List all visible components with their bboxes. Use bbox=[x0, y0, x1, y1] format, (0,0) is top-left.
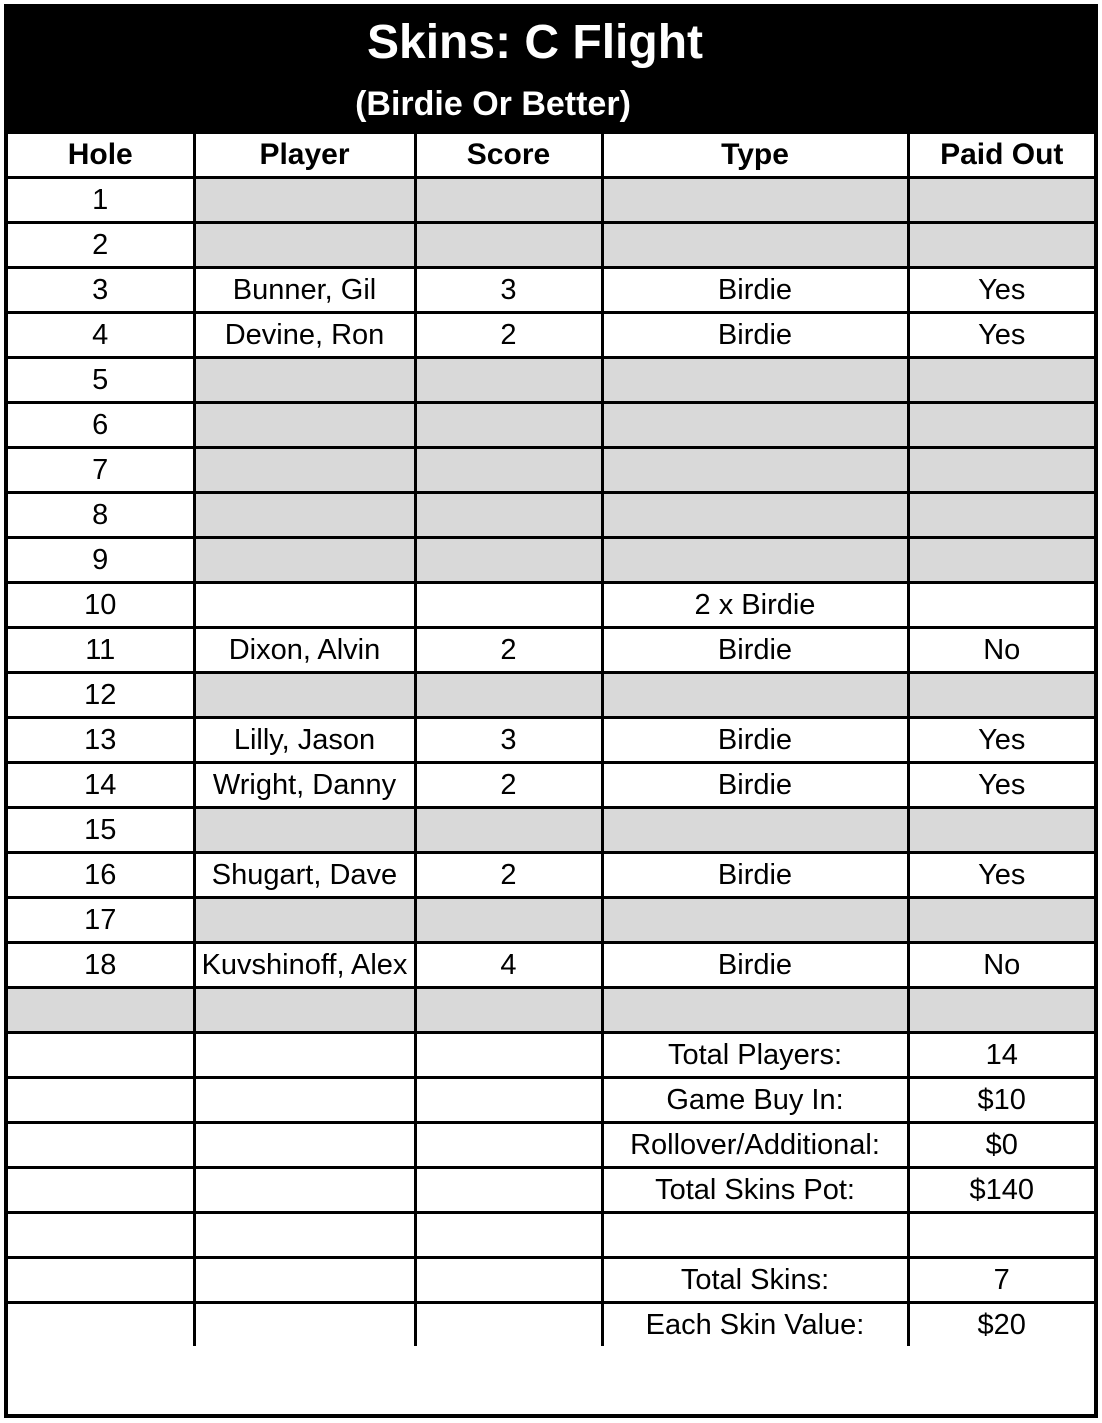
empty-cell bbox=[194, 1033, 415, 1078]
empty-cell bbox=[194, 1078, 415, 1123]
summary-row bbox=[8, 1078, 1094, 1123]
empty-cell bbox=[194, 1168, 415, 1213]
hole-number-cell: 3 bbox=[8, 268, 194, 313]
hole-number-cell: 4 bbox=[8, 313, 194, 358]
summary-value: 7 bbox=[908, 1258, 1094, 1303]
table-body bbox=[8, 178, 1094, 1347]
hole-number-cell: 8 bbox=[8, 493, 194, 538]
paid-out-cell bbox=[908, 403, 1094, 448]
hole-number-cell: 6 bbox=[8, 403, 194, 448]
header-row bbox=[8, 133, 1094, 178]
score-cell bbox=[415, 538, 602, 583]
player-cell bbox=[194, 898, 415, 943]
player-cell: Kuvshinoff, Alex bbox=[194, 943, 415, 988]
hole-number-cell: 2 bbox=[8, 223, 194, 268]
player-cell: Wright, Danny bbox=[194, 763, 415, 808]
empty-cell bbox=[415, 1078, 602, 1123]
empty-cell bbox=[194, 1213, 415, 1258]
type-cell bbox=[602, 898, 908, 943]
empty-cell bbox=[8, 1078, 194, 1123]
column-header-score: Score bbox=[415, 133, 602, 178]
type-cell bbox=[602, 493, 908, 538]
summary-value: 14 bbox=[908, 1033, 1094, 1078]
empty-cell bbox=[8, 1303, 194, 1347]
type-cell: Birdie bbox=[602, 943, 908, 988]
type-cell bbox=[602, 358, 908, 403]
spacer-cell bbox=[415, 988, 602, 1033]
summary-row bbox=[8, 1258, 1094, 1303]
hole-number-cell: 15 bbox=[8, 808, 194, 853]
summary-label: Total Skins: bbox=[602, 1258, 908, 1303]
player-cell: Shugart, Dave bbox=[194, 853, 415, 898]
score-cell: 2 bbox=[415, 853, 602, 898]
player-cell bbox=[194, 223, 415, 268]
paid-out-cell bbox=[908, 358, 1094, 403]
paid-out-cell bbox=[908, 223, 1094, 268]
summary-value bbox=[908, 1213, 1094, 1258]
table-row bbox=[8, 628, 1094, 673]
summary-value: $140 bbox=[908, 1168, 1094, 1213]
hole-number-cell: 9 bbox=[8, 538, 194, 583]
hole-number-cell: 14 bbox=[8, 763, 194, 808]
score-cell: 2 bbox=[415, 763, 602, 808]
paid-out-cell: Yes bbox=[908, 268, 1094, 313]
paid-out-cell bbox=[908, 673, 1094, 718]
empty-cell bbox=[194, 1303, 415, 1347]
hole-number-cell: 5 bbox=[8, 358, 194, 403]
paid-out-cell bbox=[908, 178, 1094, 223]
summary-row bbox=[8, 1303, 1094, 1347]
player-cell: Bunner, Gil bbox=[194, 268, 415, 313]
spacer-row bbox=[8, 988, 1094, 1033]
player-cell bbox=[194, 448, 415, 493]
empty-cell bbox=[194, 1258, 415, 1303]
summary-row bbox=[8, 1123, 1094, 1168]
paid-out-cell: Yes bbox=[908, 718, 1094, 763]
empty-cell bbox=[8, 1213, 194, 1258]
type-cell: Birdie bbox=[602, 268, 908, 313]
skins-table bbox=[8, 131, 1094, 1346]
score-cell bbox=[415, 448, 602, 493]
player-cell bbox=[194, 358, 415, 403]
score-cell: 2 bbox=[415, 628, 602, 673]
type-cell bbox=[602, 538, 908, 583]
type-cell bbox=[602, 808, 908, 853]
summary-label: Total Skins Pot: bbox=[602, 1168, 908, 1213]
table-row bbox=[8, 673, 1094, 718]
empty-cell bbox=[8, 1033, 194, 1078]
summary-value: $0 bbox=[908, 1123, 1094, 1168]
score-cell bbox=[415, 898, 602, 943]
hole-number-cell: 12 bbox=[8, 673, 194, 718]
empty-cell bbox=[8, 1258, 194, 1303]
empty-cell bbox=[415, 1303, 602, 1347]
hole-number-cell: 18 bbox=[8, 943, 194, 988]
spacer-cell bbox=[908, 988, 1094, 1033]
hole-number-cell: 11 bbox=[8, 628, 194, 673]
table-row bbox=[8, 583, 1094, 628]
paid-out-cell bbox=[908, 583, 1094, 628]
column-header-type: Type bbox=[602, 133, 908, 178]
table-row bbox=[8, 493, 1094, 538]
paid-out-cell bbox=[908, 538, 1094, 583]
summary-label: Total Players: bbox=[602, 1033, 908, 1078]
sheet-subtitle: (Birdie Or Better) bbox=[355, 85, 631, 123]
summary-value: $10 bbox=[908, 1078, 1094, 1123]
summary-value: $20 bbox=[908, 1303, 1094, 1347]
table-row bbox=[8, 403, 1094, 448]
table-row bbox=[8, 763, 1094, 808]
summary-label: Game Buy In: bbox=[602, 1078, 908, 1123]
hole-number-cell: 7 bbox=[8, 448, 194, 493]
table-row bbox=[8, 268, 1094, 313]
score-cell bbox=[415, 493, 602, 538]
score-cell: 2 bbox=[415, 313, 602, 358]
paid-out-cell bbox=[908, 493, 1094, 538]
empty-cell bbox=[8, 1123, 194, 1168]
type-cell: Birdie bbox=[602, 628, 908, 673]
spacer-cell bbox=[602, 988, 908, 1033]
type-cell: Birdie bbox=[602, 718, 908, 763]
summary-label: Each Skin Value: bbox=[602, 1303, 908, 1347]
score-cell bbox=[415, 178, 602, 223]
sheet-header bbox=[8, 8, 1094, 131]
type-cell bbox=[602, 178, 908, 223]
hole-number-cell: 1 bbox=[8, 178, 194, 223]
empty-cell bbox=[8, 1168, 194, 1213]
table-row bbox=[8, 448, 1094, 493]
column-header-hole: Hole bbox=[8, 133, 194, 178]
empty-cell bbox=[415, 1168, 602, 1213]
spacer-cell bbox=[8, 988, 194, 1033]
empty-cell bbox=[415, 1123, 602, 1168]
table-row bbox=[8, 358, 1094, 403]
type-cell: Birdie bbox=[602, 313, 908, 358]
score-cell bbox=[415, 673, 602, 718]
player-cell bbox=[194, 493, 415, 538]
type-cell: Birdie bbox=[602, 763, 908, 808]
summary-label: Rollover/Additional: bbox=[602, 1123, 908, 1168]
player-cell bbox=[194, 178, 415, 223]
column-header-player: Player bbox=[194, 133, 415, 178]
empty-cell bbox=[194, 1123, 415, 1168]
table-row bbox=[8, 313, 1094, 358]
paid-out-cell: No bbox=[908, 628, 1094, 673]
hole-number-cell: 16 bbox=[8, 853, 194, 898]
score-cell bbox=[415, 223, 602, 268]
player-cell: Lilly, Jason bbox=[194, 718, 415, 763]
empty-cell bbox=[415, 1258, 602, 1303]
hole-number-cell: 13 bbox=[8, 718, 194, 763]
summary-label bbox=[602, 1213, 908, 1258]
type-cell: Birdie bbox=[602, 853, 908, 898]
empty-cell bbox=[415, 1033, 602, 1078]
summary-row bbox=[8, 1213, 1094, 1258]
table-row bbox=[8, 853, 1094, 898]
paid-out-cell: Yes bbox=[908, 313, 1094, 358]
table-row bbox=[8, 223, 1094, 268]
player-cell: Devine, Ron bbox=[194, 313, 415, 358]
paid-out-cell bbox=[908, 898, 1094, 943]
type-cell bbox=[602, 403, 908, 448]
spacer-cell bbox=[194, 988, 415, 1033]
player-cell bbox=[194, 538, 415, 583]
paid-out-cell: Yes bbox=[908, 853, 1094, 898]
player-cell bbox=[194, 673, 415, 718]
type-cell: 2 x Birdie bbox=[602, 583, 908, 628]
table-row bbox=[8, 718, 1094, 763]
skins-sheet bbox=[4, 4, 1098, 1418]
score-cell: 3 bbox=[415, 718, 602, 763]
paid-out-cell bbox=[908, 448, 1094, 493]
paid-out-cell: Yes bbox=[908, 763, 1094, 808]
hole-number-cell: 10 bbox=[8, 583, 194, 628]
score-cell: 3 bbox=[415, 268, 602, 313]
table-row bbox=[8, 898, 1094, 943]
hole-number-cell: 17 bbox=[8, 898, 194, 943]
table-row bbox=[8, 943, 1094, 988]
score-cell bbox=[415, 358, 602, 403]
score-cell bbox=[415, 403, 602, 448]
score-cell: 4 bbox=[415, 943, 602, 988]
score-cell bbox=[415, 808, 602, 853]
summary-row bbox=[8, 1033, 1094, 1078]
table-row bbox=[8, 178, 1094, 223]
player-cell bbox=[194, 583, 415, 628]
player-cell bbox=[194, 403, 415, 448]
sheet-title: Skins: C Flight bbox=[367, 16, 703, 69]
column-header-paid-out: Paid Out bbox=[908, 133, 1094, 178]
type-cell bbox=[602, 673, 908, 718]
table-row bbox=[8, 808, 1094, 853]
player-cell: Dixon, Alvin bbox=[194, 628, 415, 673]
score-cell bbox=[415, 583, 602, 628]
paid-out-cell bbox=[908, 808, 1094, 853]
player-cell bbox=[194, 808, 415, 853]
table-row bbox=[8, 538, 1094, 583]
summary-row bbox=[8, 1168, 1094, 1213]
type-cell bbox=[602, 223, 908, 268]
type-cell bbox=[602, 448, 908, 493]
empty-cell bbox=[415, 1213, 602, 1258]
paid-out-cell: No bbox=[908, 943, 1094, 988]
